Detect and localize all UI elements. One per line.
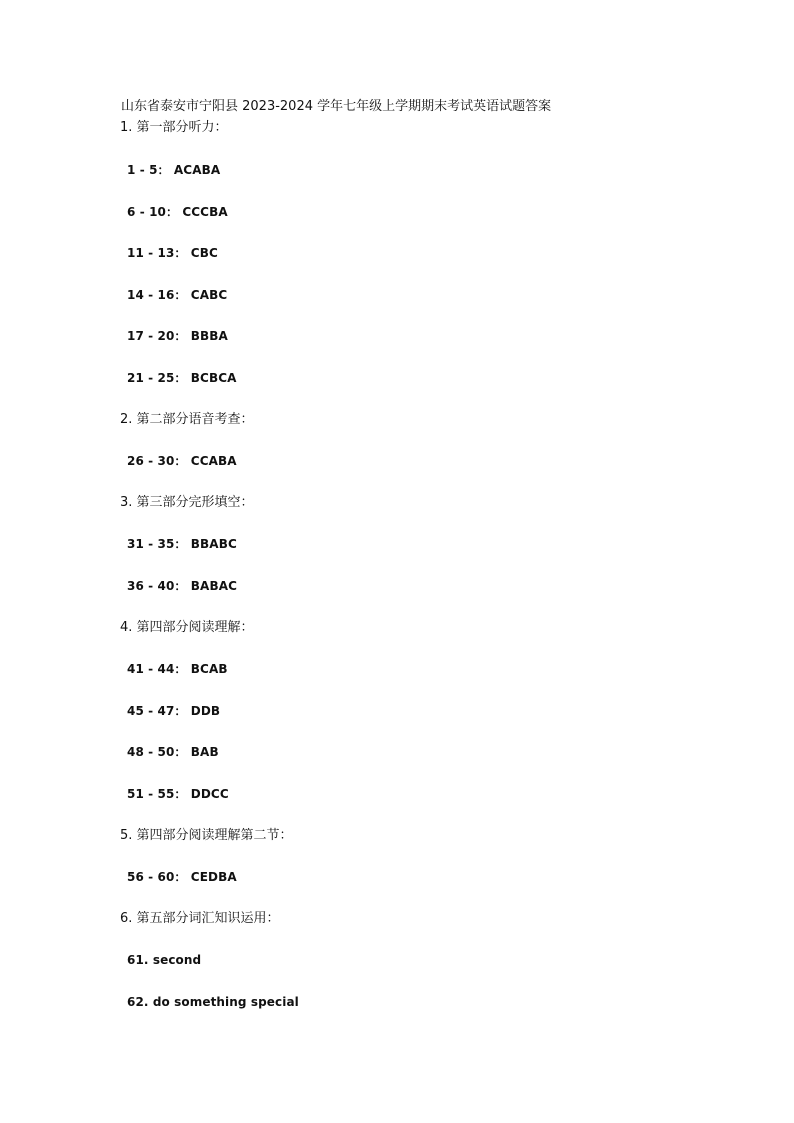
- answer-line: 48 - 50： BAB: [127, 745, 219, 759]
- section-heading-reading: 4. 第四部分阅读理解：: [120, 620, 254, 635]
- answer-line: 1 - 5： ACABA: [127, 163, 221, 177]
- section-heading-vocabulary: 6. 第五部分词汇知识运用：: [120, 911, 280, 926]
- document-title: 山东省泰安市宁阳县 2023-2024 学年七年级上学期期末考试英语试题答案: [121, 99, 552, 114]
- answer-line: 26 - 30： CCABA: [127, 454, 237, 468]
- section-heading-reading-part-two: 5. 第四部分阅读理解第二节：: [120, 828, 293, 843]
- answer-line: 11 - 13： CBC: [127, 246, 218, 260]
- answer-line: 41 - 44： BCAB: [127, 662, 228, 676]
- answer-line: 51 - 55： DDCC: [127, 787, 229, 801]
- answer-line: 31 - 35： BBABC: [127, 537, 237, 551]
- section-heading-cloze: 3. 第三部分完形填空：: [120, 495, 254, 510]
- answer-line: 36 - 40： BABAC: [127, 579, 237, 593]
- answer-line: 56 - 60： CEDBA: [127, 870, 237, 884]
- answer-line: 6 - 10： CCCBA: [127, 205, 228, 219]
- section-heading-phonetics: 2. 第二部分语音考查：: [120, 412, 254, 427]
- answer-line: 14 - 16： CABC: [127, 288, 228, 302]
- answer-line: 21 - 25： BCBCA: [127, 371, 237, 385]
- answer-line: 62. do something special: [127, 995, 299, 1009]
- section-heading-listening: 1. 第一部分听力：: [120, 120, 228, 135]
- answer-line: 17 - 20： BBBA: [127, 329, 228, 343]
- answer-line: 61. second: [127, 953, 202, 967]
- answer-line: 45 - 47： DDB: [127, 704, 221, 718]
